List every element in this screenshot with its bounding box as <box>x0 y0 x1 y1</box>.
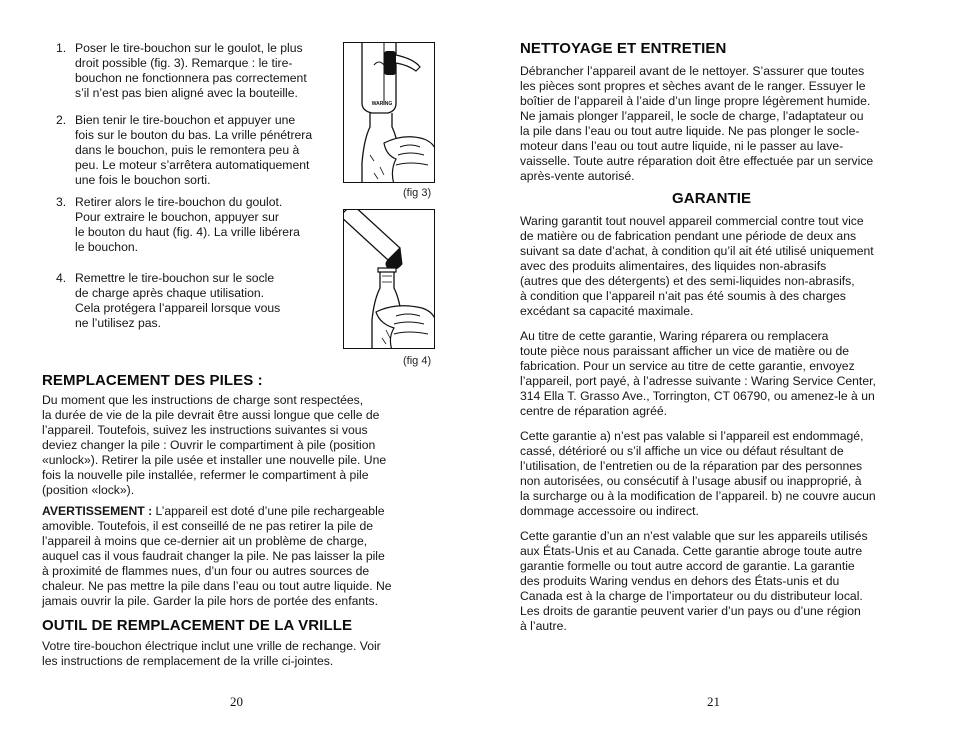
step-line: Remettre le tire-bouchon sur le socle <box>75 271 275 285</box>
text-line: boîtier de l’appareil à l’aide d’un linge propre légèrement humide. <box>520 94 871 108</box>
text-line: la surcharge ou à la modification de l’appareil. b) ne couvre aucun <box>520 489 876 503</box>
text-line: Au titre de cette garantie, Waring réparera ou remplacera <box>520 329 829 343</box>
figure-4-corkscrew-removed <box>343 209 435 349</box>
text-line: l’appareil. Toutefois, suivez les instructions suivantes si vous <box>42 423 368 437</box>
step-text <box>75 195 300 255</box>
text-line: Cette garantie d’un an n’est valable que sur les appareils utilisés <box>520 529 868 543</box>
text-line: Canada est à la charge de l’importateur ou du distributeur local. <box>520 589 863 603</box>
text-line: vaisselle. Toute autre réparation doit être effectuée par un service <box>520 154 874 168</box>
step-text <box>75 113 350 188</box>
warning-text <box>42 504 462 609</box>
step-number: 2. <box>56 113 67 127</box>
step-line: droit possible (fig. 3). Remarque : le tire- <box>75 56 293 70</box>
text-line: excédant sa capacité maximale. <box>520 304 694 318</box>
text-line: l’appareil, port payé, à l’adresse suivante : Waring Service Center, <box>520 374 876 388</box>
step-text <box>75 271 280 331</box>
text-line: centre de réparation agréé. <box>520 404 668 418</box>
step-line: Retirer alors le tire-bouchon du goulot. <box>75 195 283 209</box>
warranty-paragraph-4 <box>520 529 920 634</box>
text-line: dommage accessoire ou indirect. <box>520 504 699 518</box>
text-line: à proximité de flammes nues, d’un four ou autres sources de <box>42 564 370 578</box>
step-number: 1. <box>56 41 67 55</box>
page-number-right: 21 <box>707 694 720 709</box>
instruction-steps <box>50 41 350 330</box>
step-3 <box>50 195 300 255</box>
text-line: fabrication. Pour un service au titre de cette garantie, envoyez <box>520 359 855 373</box>
text-line: (autres que des détergents) et des semi-liquides non-abrasifs, <box>520 274 855 288</box>
step-line: Poser le tire-bouchon sur le goulot, le plus <box>75 41 303 55</box>
step-line: de charge après chaque utilisation. <box>75 286 265 300</box>
step-line: le bouton du haut (fig. 4). La vrille libérera <box>75 225 300 239</box>
worm-replacement-heading: OUTIL DE REMPLACEMENT DE LA VRILLE <box>42 617 353 634</box>
text-line: «unlock»). Retirer la pile usée et installer une nouvelle pile. Une <box>42 453 387 467</box>
page-number-left: 20 <box>230 694 243 709</box>
worm-replacement-text <box>42 639 462 669</box>
step-4 <box>50 271 280 331</box>
warranty-paragraph-2 <box>520 329 920 419</box>
cleaning-heading: NETTOYAGE ET ENTRETIEN <box>520 40 727 57</box>
text-line: la durée de vie de la pile devrait être aussi longue que celle de <box>42 408 380 422</box>
text-line: les pièces sont propres et sèches avant de le ranger. Essuyer le <box>520 79 866 93</box>
brand-mark: WARING <box>371 101 393 107</box>
step-line: fois sur le bouton du bas. La vrille pénétrera <box>75 128 313 142</box>
text-line: non autorisées, ou consécutif à l’usage abusif ou inapproprié, à <box>520 474 862 488</box>
step-line: peu. Le moteur s’arrêtera automatiquement <box>75 158 310 172</box>
step-text <box>75 41 350 101</box>
text-line: des produits Waring vendus en dehors des États-unis et du <box>520 574 840 588</box>
text-line: avec des produits alimentaires, des liquides non-abrasifs <box>520 259 827 273</box>
step-line: s’il n’est pas bien aligné avec la bouteille. <box>75 86 298 100</box>
text-line: auquel cas il vous faudrait changer la pile. Ne pas laisser la pile <box>42 549 385 563</box>
figure-3-corkscrew-on-bottle <box>343 42 435 183</box>
text-line: moteur dans l’eau ou tout autre liquide, ni le passer au lave- <box>520 139 844 153</box>
step-line: dans le bouchon, puis le remontera peu à <box>75 143 300 157</box>
text-line: 314 Ella T. Grasso Ave., Torrington, CT 06790, ou amenez-le à un <box>520 389 875 403</box>
step-line: Pour extraire le bouchon, appuyer sur <box>75 210 279 224</box>
text-line: l’utilisation, de l’entretien ou de la réparation par des personnes <box>520 459 863 473</box>
text-line: Waring garantit tout nouvel appareil commercial contre tout vice <box>520 214 864 228</box>
text-line: la pile dans l’eau ou tout autre liquide. Ne pas plonger le socle- <box>520 124 860 138</box>
text-line: Débrancher l’appareil avant de le nettoyer. S’assurer que toutes <box>520 64 865 78</box>
corkscrew-bottle-illustration <box>344 43 435 183</box>
figure-3-caption: (fig 3) <box>403 187 432 199</box>
text-line: amovible. Toutefois, il est conseillé de ne pas retirer la pile de <box>42 519 374 533</box>
text-line: jamais ouvrir la pile. Garder la pile hors de portée des enfants. <box>42 594 379 608</box>
warning-label: AVERTISSEMENT : <box>42 504 153 518</box>
right-page <box>477 0 954 738</box>
text-line: Ne jamais plonger l’appareil, le socle de charge, l’adaptateur ou <box>520 109 864 123</box>
step-line: Cela protégera l’appareil lorsque vous <box>75 301 281 315</box>
text-line: garantie formelle ou tout autre accord de garantie. La garantie <box>520 559 855 573</box>
step-2 <box>50 113 350 188</box>
step-line: une fois le bouchon sorti. <box>75 173 211 187</box>
text-line: deviez changer la pile : Ouvrir le compartiment à pile (position <box>42 438 376 452</box>
step-number: 3. <box>56 195 67 209</box>
text-line: cassé, détérioré ou s’il affiche un vice ou défaut résultant de <box>520 444 844 458</box>
text-line: de matière ou de fabrication pendant une période de deux ans <box>520 229 857 243</box>
cleaning-text <box>520 64 920 184</box>
warranty-paragraph-3 <box>520 429 920 519</box>
step-line: Bien tenir le tire-bouchon et appuyer une <box>75 113 296 127</box>
step-number: 4. <box>56 271 67 285</box>
text-line <box>42 504 462 519</box>
text-line: toute pièce nous paraissant afficher un vice de matière ou de <box>520 344 850 358</box>
text-line: Les droits de garantie peuvent varier d’un pays ou d’une région <box>520 604 861 618</box>
text-line: fois la nouvelle pile installée, refermer le compartiment à pile <box>42 468 369 482</box>
text-line: l’appareil à moins que ce-dernier ait un problème de charge, <box>42 534 368 548</box>
text-line: à condition que l’appareil n’ait pas été soumis à des charges <box>520 289 846 303</box>
figure-4-caption: (fig 4) <box>403 355 432 367</box>
battery-replacement-text <box>42 393 462 498</box>
corkscrew-removed-illustration <box>344 210 435 349</box>
text-line: Du moment que les instructions de charge sont respectées, <box>42 393 364 407</box>
text-line: aux États-Unis et au Canada. Cette garantie abroge toute autre <box>520 544 863 558</box>
text-line: à l’autre. <box>520 619 567 633</box>
warning-first-line: L’appareil est doté d’une pile rechargeable <box>152 504 385 518</box>
step-1 <box>50 41 350 101</box>
step-line: bouchon ne fonctionnera pas correctement <box>75 71 307 85</box>
warranty-heading: GARANTIE <box>672 190 752 207</box>
warranty-paragraph-1 <box>520 214 920 319</box>
text-line: après-vente autorisé. <box>520 169 635 183</box>
step-line: le bouchon. <box>75 240 139 254</box>
text-line: les instructions de remplacement de la vrille ci-jointes. <box>42 654 334 668</box>
text-line: suivant sa date d’achat, à condition qu’il ait été utilisé uniquement <box>520 244 874 258</box>
text-line: Cette garantie a) n’est pas valable si l’appareil est endommagé, <box>520 429 864 443</box>
text-line: chaleur. Ne pas mettre la pile dans l’eau ou tout autre liquide. Ne <box>42 579 392 593</box>
text-line: (position «lock»). <box>42 483 135 497</box>
step-line: ne l’utilisez pas. <box>75 316 162 330</box>
text-line: Votre tire-bouchon électrique inclut une vrille de rechange. Voir <box>42 639 381 653</box>
battery-replacement-heading: REMPLACEMENT DES PILES : <box>42 372 263 389</box>
